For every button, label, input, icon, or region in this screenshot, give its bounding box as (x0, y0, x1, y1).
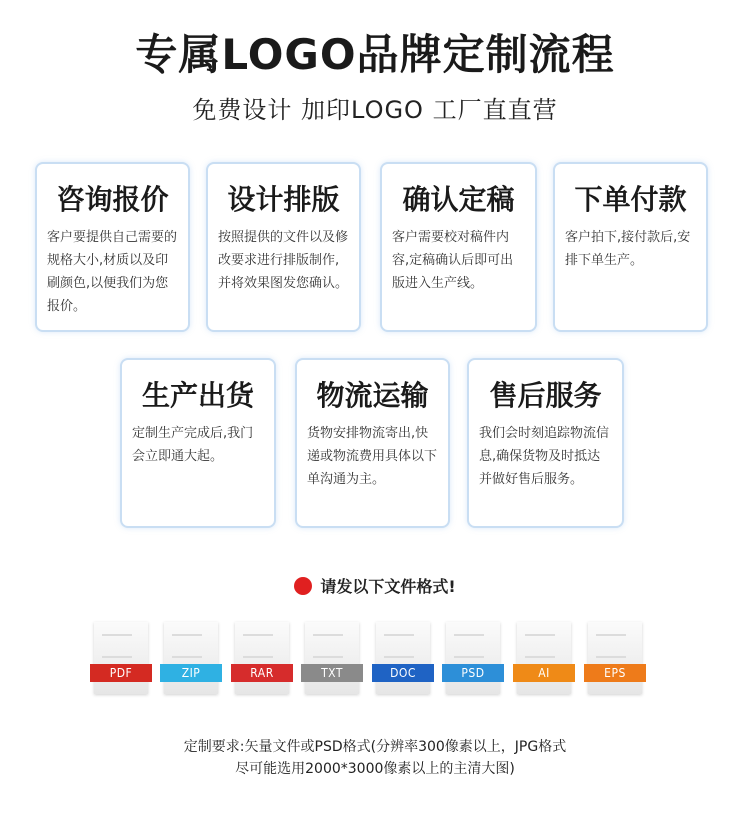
step-card-confirm (380, 162, 537, 332)
file-icon-txt (301, 618, 363, 700)
document-icon (376, 622, 430, 694)
step-title: 确认定稿 (402, 183, 515, 216)
step-title: 设计排版 (227, 183, 340, 216)
file-icon-psd (442, 618, 504, 700)
file-icon-doc (372, 618, 434, 700)
document-icon (446, 622, 500, 694)
step-description: 定制生产完成后,我门会立即通大起。 (132, 426, 254, 464)
step-card-production (120, 358, 276, 528)
file-icon-zip (160, 618, 222, 700)
document-icon (517, 622, 571, 694)
document-icon (164, 622, 218, 694)
step-card-consult (35, 162, 190, 332)
page-subtitle: 免费设计 加印LOGO 工厂直直营 (192, 96, 558, 124)
document-icon (588, 622, 642, 694)
file-icon-rar (231, 618, 293, 700)
step-description: 按照提供的文件以及修改要求进行排版制作,并将效果图发您确认。 (218, 230, 349, 291)
step-card-order (553, 162, 708, 332)
red-dot-icon (294, 577, 312, 595)
file-type-label: TXT (301, 664, 363, 682)
page-title: 专属LOGO品牌定制流程 (135, 30, 615, 79)
step-title: 生产出货 (141, 379, 254, 412)
document-icon (235, 622, 289, 694)
step-title: 下单付款 (574, 183, 687, 216)
notice-text: 请发以下文件格式! (320, 577, 456, 596)
document-icon (305, 622, 359, 694)
step-description: 客户要提供自己需要的规格大小,材质以及印刷颜色,以便我们为您报价。 (47, 230, 178, 314)
file-icon-pdf (90, 618, 152, 700)
file-icon-eps (584, 618, 646, 700)
requirements-line-1: 定制要求:矢量文件或PSD格式(分辨率300像素以上，JPG格式 (183, 739, 567, 755)
file-format-notice (0, 574, 750, 597)
file-type-label: PSD (442, 664, 504, 682)
step-description: 货物安排物流寄出,快递或物流费用具体以下单沟通为主。 (307, 426, 438, 487)
step-card-design (206, 162, 361, 332)
step-description: 客户拍下,接付款后,安排下单生产。 (565, 230, 691, 268)
step-description: 客户需要校对稿件内容,定稿确认后即可出版进入生产线。 (392, 230, 514, 291)
step-title: 物流运输 (316, 379, 429, 412)
step-card-after-sales (467, 358, 624, 528)
file-type-label: AI (513, 664, 575, 682)
document-icon (94, 622, 148, 694)
step-card-logistics (295, 358, 450, 528)
file-type-label: RAR (231, 664, 293, 682)
file-icon-ai (513, 618, 575, 700)
file-type-label: PDF (90, 664, 152, 682)
file-type-label: ZIP (160, 664, 222, 682)
step-title: 咨询报价 (56, 183, 169, 216)
step-title: 售后服务 (489, 379, 602, 412)
file-type-label: DOC (372, 664, 434, 682)
requirements-line-2: 尽可能选用2000*3000像素以上的主清大图) (235, 761, 515, 777)
step-description: 我们会时刻追踪物流信息,确保货物及时抵达并做好售后服务。 (479, 426, 610, 487)
file-type-label: EPS (584, 664, 646, 682)
custom-requirements (0, 736, 750, 780)
